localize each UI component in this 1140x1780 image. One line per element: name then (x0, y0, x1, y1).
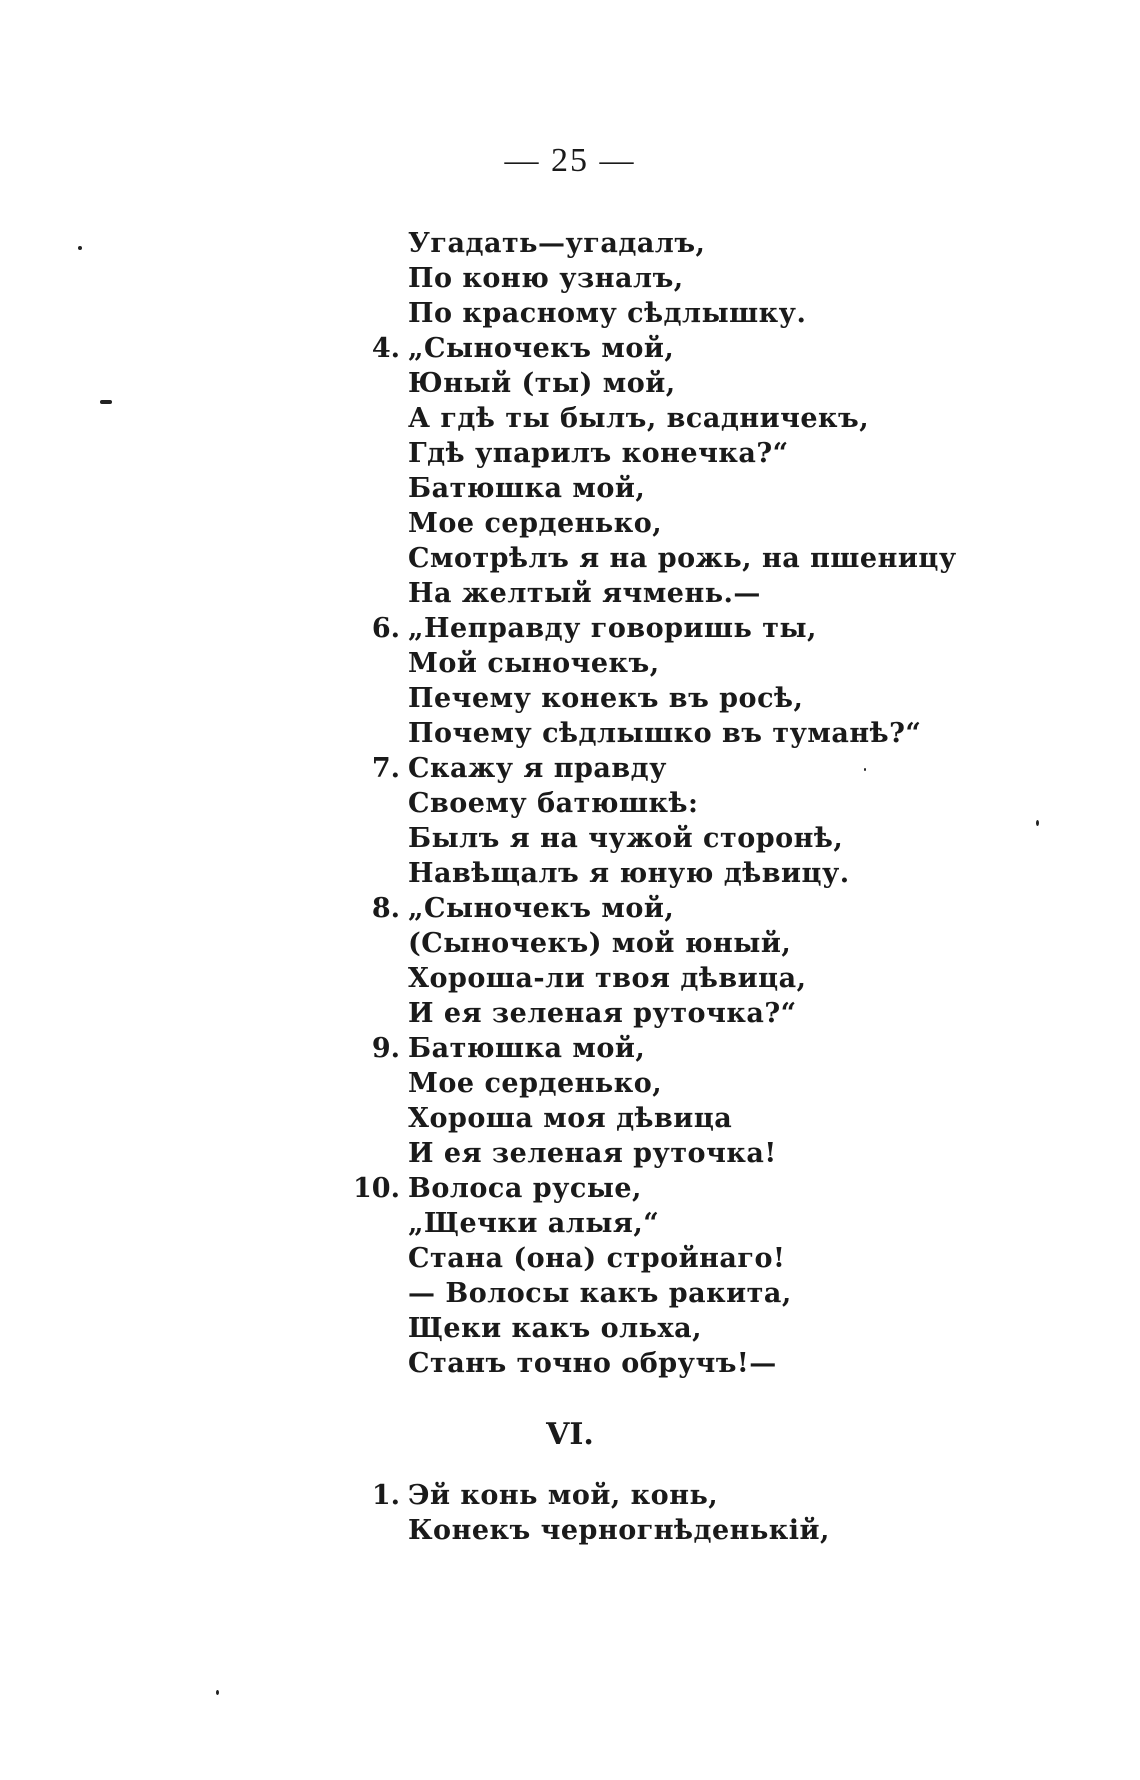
poem-line: „Щечки алыя,“ (408, 1208, 660, 1239)
poem-line: Щеки какъ ольха, (408, 1313, 702, 1344)
poem-line: Стана (она) стройнаго! (408, 1243, 786, 1274)
scan-speck (100, 400, 112, 404)
stanza-number: 9. (371, 1033, 400, 1064)
poem-line: Волоса русые, (408, 1173, 642, 1204)
poem-line: „Неправду говоришь ты, (408, 613, 817, 644)
poem-line: Юный (ты) мой, (408, 368, 676, 399)
stanza-number: 1. (371, 1480, 400, 1511)
poem-line: Батюшка мой, (408, 473, 646, 504)
poem-line: По коню узналъ, (408, 263, 684, 294)
poem-line: Угадать—угадалъ, (408, 228, 706, 259)
section-heading: VI. (546, 1417, 594, 1452)
poem-line: Станъ точно обручъ!— (408, 1348, 777, 1379)
poem-line: Гдѣ упарилъ конечка?“ (408, 438, 789, 469)
poem-line: Мое серденько, (408, 1068, 663, 1099)
stanza-number: 7. (371, 753, 400, 784)
poem-line: — Волосы какъ ракита, (408, 1278, 792, 1309)
poem-line: И ея зеленая руточка?“ (408, 998, 797, 1029)
poem-line: И ея зеленая руточка! (408, 1138, 777, 1169)
scan-speck (216, 1690, 219, 1695)
poem-line: Былъ я на чужой сторонѣ, (408, 823, 844, 854)
stanza-number: 6. (371, 613, 400, 644)
poem-line: По красному сѣдлышку. (408, 298, 807, 329)
poem-line: Мой сыночекъ, (408, 648, 660, 679)
poem-line: Печему конекъ въ росѣ, (408, 683, 804, 714)
poem-line: На желтый ячмень.— (408, 578, 761, 609)
scan-speck (78, 246, 82, 250)
poem-line: Мое серденько, (408, 508, 663, 539)
poem-line: Своему батюшкѣ: (408, 788, 699, 819)
poem-line: Навѣщалъ я юную дѣвицу. (408, 858, 850, 889)
poem-line: „Сыночекъ мой, (408, 893, 675, 924)
poem-line: (Сыночекъ) мой юный, (408, 928, 792, 959)
poem-line: Батюшка мой, (408, 1033, 646, 1064)
stanza-number: 8. (371, 893, 400, 924)
poem-line: Хороша моя дѣвица (408, 1103, 733, 1134)
page-number: — 25 — (504, 142, 636, 179)
poem-line: Скажу я правду (408, 753, 667, 784)
poem-line: Эй конь мой, конь, (408, 1480, 719, 1511)
stanza-number: 4. (371, 333, 400, 364)
poem-line: Конекъ черногнѣденькій, (408, 1515, 830, 1546)
poem-line: Почему сѣдлышко въ туманѣ?“ (408, 718, 922, 749)
poem-line: А гдѣ ты былъ, всадничекъ, (408, 403, 870, 434)
stanza-number: 10. (353, 1173, 400, 1204)
scan-speck (864, 768, 866, 771)
poem-line: „Сыночекъ мой, (408, 333, 675, 364)
scan-speck (1036, 820, 1039, 826)
poem-line: Смотрѣлъ я на рожь, на пшеницу (408, 543, 957, 574)
poem-line: Хороша-ли твоя дѣвица, (408, 963, 807, 994)
